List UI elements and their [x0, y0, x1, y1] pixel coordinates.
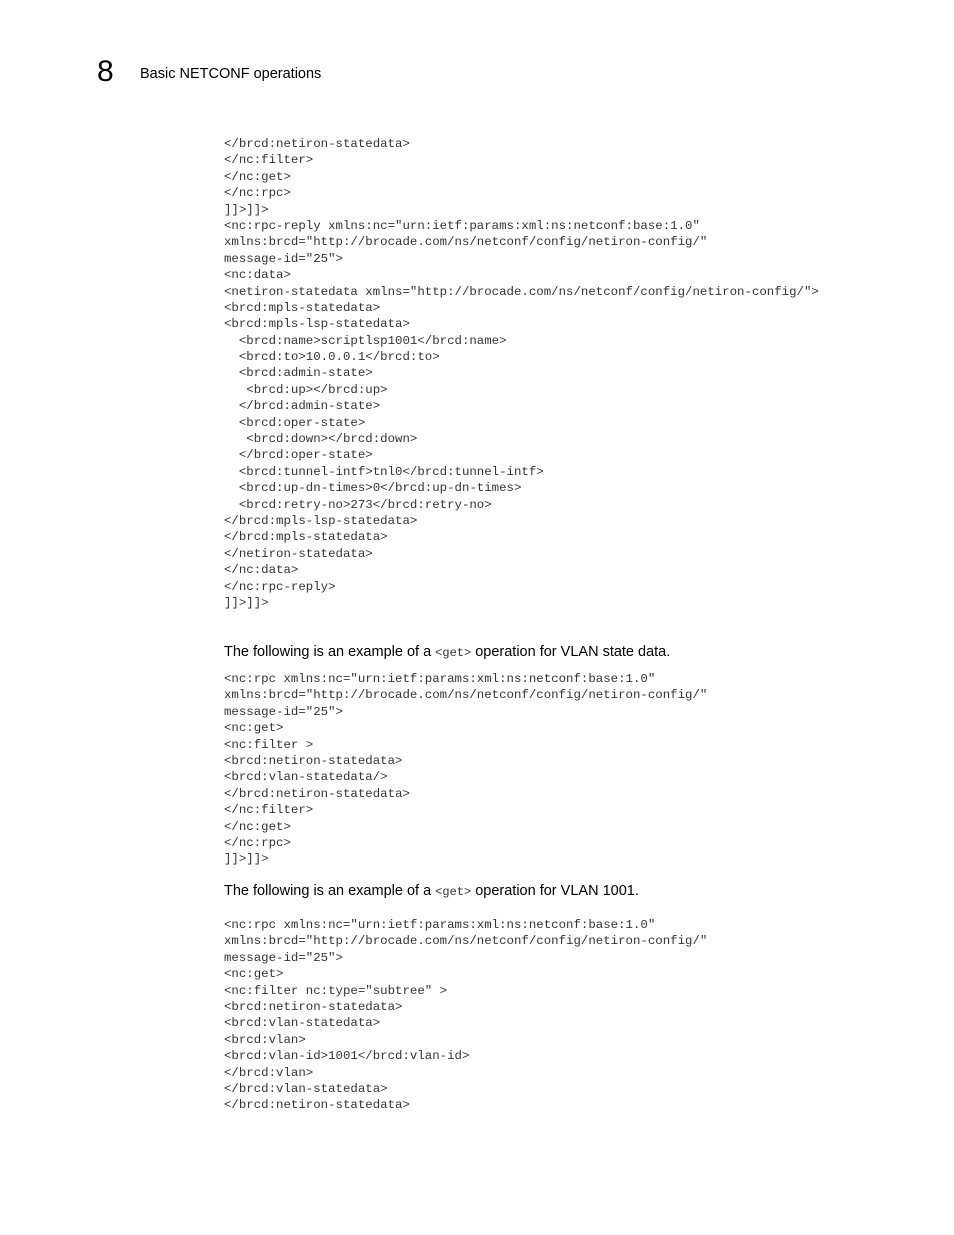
code-line: </netiron-statedata>	[224, 546, 373, 561]
code-line: xmlns:brcd="http://brocade.com/ns/netconf/config/netiron-config/"	[224, 688, 708, 703]
code-block-vlan-state-request	[224, 671, 707, 868]
code-line: </nc:rpc-reply>	[224, 579, 336, 594]
code-line: <brcd:vlan-statedata>	[224, 1016, 381, 1031]
code-block-mpls-reply	[224, 136, 819, 611]
code-line: ]]>]]>	[224, 202, 269, 217]
code-line: </nc:data>	[224, 563, 299, 578]
paragraph-text-after: operation for VLAN 1001.	[471, 883, 639, 899]
chapter-title: Basic NETCONF operations	[140, 66, 322, 82]
code-block-vlan-1001-request	[224, 917, 707, 1114]
code-line: ]]>]]>	[224, 852, 269, 867]
code-line: </brcd:netiron-statedata>	[224, 786, 410, 801]
code-line: <nc:rpc xmlns:nc="urn:ietf:params:xml:ns:netconf:base:1.0"	[224, 672, 656, 686]
paragraph-text-before: The following is an example of a	[224, 644, 436, 660]
code-line: <brcd:tunnel-intf>tnl0</brcd:tunnel-intf>	[224, 464, 544, 479]
code-line: <nc:data>	[224, 268, 291, 283]
paragraph-vlan-state-example	[224, 642, 670, 663]
code-line: </brcd:vlan>	[224, 1065, 314, 1080]
code-line: </nc:filter>	[224, 803, 314, 818]
code-line: <brcd:to>10.0.0.1</brcd:to>	[224, 350, 440, 365]
code-line: </nc:filter>	[224, 153, 314, 168]
code-line: </brcd:netiron-statedata>	[224, 137, 410, 151]
inline-code-get: <get>	[435, 885, 472, 899]
code-line: <brcd:admin-state>	[224, 366, 373, 381]
code-line: <brcd:mpls-statedata>	[224, 300, 381, 315]
paragraph-text-before: The following is an example of a	[224, 883, 436, 899]
code-line: <brcd:up></brcd:up>	[224, 382, 388, 397]
page-header	[97, 54, 321, 90]
code-line: <brcd:mpls-lsp-statedata>	[224, 317, 410, 332]
code-line: </nc:get>	[224, 169, 291, 184]
code-line: <brcd:down></brcd:down>	[224, 432, 418, 447]
inline-code-get: <get>	[435, 646, 472, 660]
code-line: ]]>]]>	[224, 595, 269, 610]
chapter-number: 8	[97, 55, 114, 88]
code-line: <nc:filter >	[224, 737, 314, 752]
code-line: </brcd:mpls-lsp-statedata>	[224, 513, 418, 528]
code-line: <brcd:retry-no>273</brcd:retry-no>	[224, 497, 492, 512]
code-line: </brcd:netiron-statedata>	[224, 1098, 410, 1113]
code-line: message-id="25">	[224, 251, 343, 266]
code-line: <brcd:netiron-statedata>	[224, 753, 403, 768]
code-line: <netiron-statedata xmlns="http://brocade.com/ns/netconf/config/netiron-config/">	[224, 284, 819, 299]
code-line: xmlns:brcd="http://brocade.com/ns/netconf/config/netiron-config/"	[224, 934, 708, 949]
code-line: <brcd:vlan>	[224, 1032, 306, 1047]
code-line: <brcd:name>scriptlsp1001</brcd:name>	[224, 333, 507, 348]
code-line: <brcd:oper-state>	[224, 415, 366, 430]
code-line: </brcd:admin-state>	[224, 399, 381, 414]
code-line: </brcd:oper-state>	[224, 448, 373, 463]
paragraph-vlan-1001-example	[224, 881, 639, 902]
code-line: <brcd:vlan-statedata/>	[224, 770, 388, 785]
code-line: </brcd:vlan-statedata>	[224, 1081, 388, 1096]
code-line: <nc:get>	[224, 967, 284, 982]
code-line: <nc:rpc xmlns:nc="urn:ietf:params:xml:ns:netconf:base:1.0"	[224, 918, 656, 932]
code-line: </nc:get>	[224, 819, 291, 834]
code-line: <brcd:up-dn-times>0</brcd:up-dn-times>	[224, 481, 522, 496]
code-line: </brcd:mpls-statedata>	[224, 530, 388, 545]
code-line: <brcd:vlan-id>1001</brcd:vlan-id>	[224, 1049, 470, 1064]
code-line: <brcd:netiron-statedata>	[224, 999, 403, 1014]
code-line: xmlns:brcd="http://brocade.com/ns/netconf/config/netiron-config/"	[224, 235, 708, 250]
code-line: <nc:filter nc:type="subtree" >	[224, 983, 448, 998]
code-line: </nc:rpc>	[224, 835, 291, 850]
code-line: message-id="25">	[224, 704, 343, 719]
code-line: <nc:rpc-reply xmlns:nc="urn:ietf:params:xml:ns:netconf:base:1.0"	[224, 218, 700, 233]
code-line: <nc:get>	[224, 721, 284, 736]
code-line: message-id="25">	[224, 950, 343, 965]
paragraph-text-after: operation for VLAN state data.	[471, 644, 671, 660]
code-line: </nc:rpc>	[224, 186, 291, 201]
